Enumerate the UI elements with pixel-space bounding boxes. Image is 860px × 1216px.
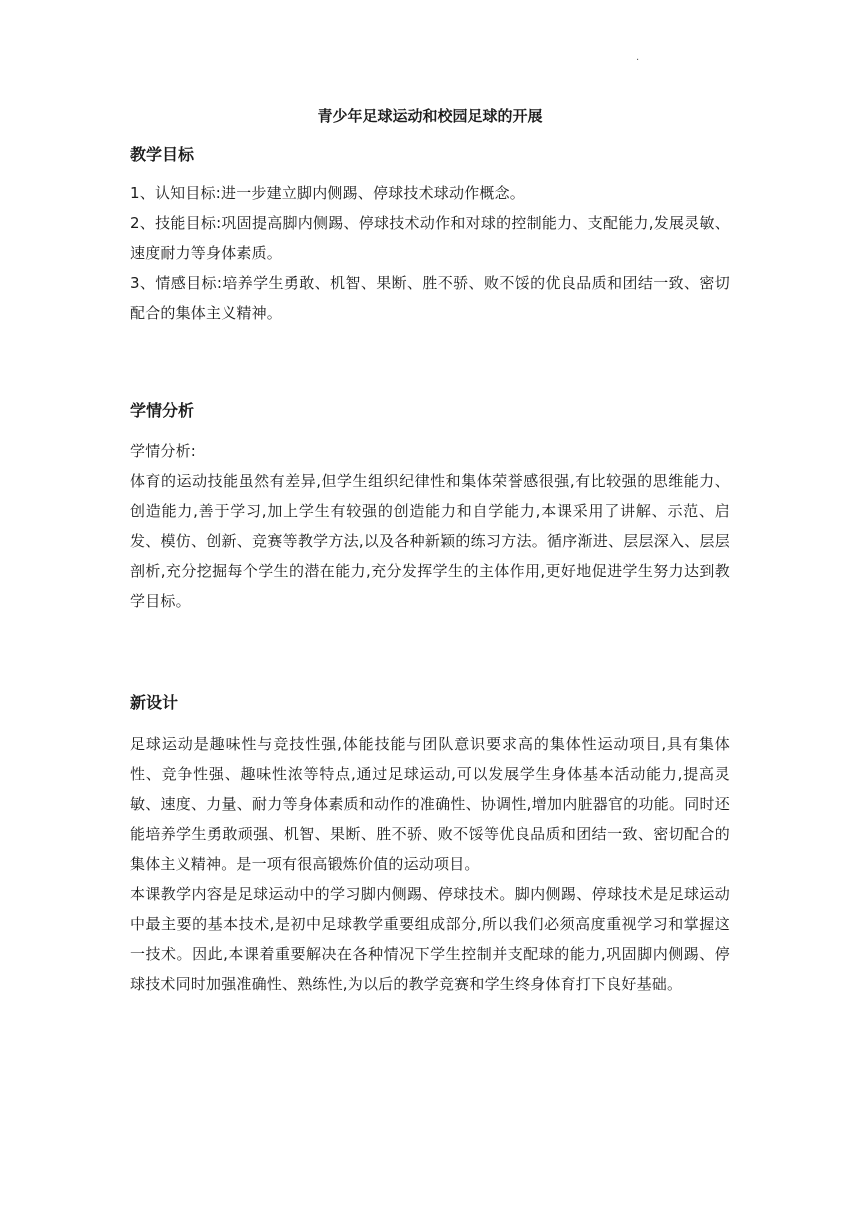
design-paragraph-1: 足球运动是趣味性与竞技性强,体能技能与团队意识要求高的集体性运动项目,具有集体性、竞争性强、趣味性浓等特点,通过足球运动,可以发展学生身体基本活动能力,提高灵敏、速度、力量、耐力等身体素质和动作的准确性、协调性,增加内脏器官的功能。同时还能培养学生勇敢顽强、机智、果断、胜不骄、败不馁等优良品质和团结一致、密切配合的集体主义精神。是一项有很高锻炼价值的运动项目。 (130, 735, 730, 873)
goal-cognitive: 1、认知目标:进一步建立脚内侧踢、停球技术球动作概念。 (130, 184, 525, 202)
analysis-label: 学情分析: (130, 442, 197, 460)
section-body-new-design (130, 729, 730, 999)
section-body-teaching-goals (130, 178, 730, 328)
design-paragraph-2: 本课教学内容是足球运动中的学习脚内侧踢、停球技术。脚内侧踢、停球技术是足球运动中最主要的基本技术,是初中足球教学重要组成部分,所以我们必须高度重视学习和掌握这一技术。因此,本课着重要解决在各种情况下学生控制并支配球的能力,巩固脚内侧踢、停球技术同时加强准确性、熟练性,为以后的教学竞赛和学生终身体育打下良好基础。 (130, 885, 730, 993)
document-title: 青少年足球运动和校园足球的开展 (317, 107, 543, 125)
goal-skill: 2、技能目标:巩固提高脚内侧踢、停球技术动作和对球的控制能力、支配能力,发展灵敏、速度耐力等身体素质。 (130, 214, 730, 262)
analysis-text: 体育的运动技能虽然有差异,但学生组织纪律性和集体荣誉感很强,有比较强的思维能力、创造能力,善于学习,加上学生有较强的创造能力和自学能力,本课采用了讲解、示范、启发、模仿、创新、竞赛等教学方法,以及各种新颖的练习方法。循序渐进、层层深入、层层剖析,充分挖掘每个学生的潜在能力,充分发挥学生的主体作用,更好地促进学生努力达到教学目标。 (130, 472, 730, 610)
corner-mark: · (636, 55, 640, 66)
section-heading-teaching-goals: 教学目标 (130, 145, 195, 164)
section-heading-student-analysis: 学情分析 (130, 401, 195, 420)
section-body-student-analysis (130, 436, 730, 616)
goal-affective: 3、情感目标:培养学生勇敢、机智、果断、胜不骄、败不馁的优良品质和团结一致、密切配合的集体主义精神。 (130, 274, 730, 322)
section-heading-new-design: 新设计 (130, 693, 179, 712)
